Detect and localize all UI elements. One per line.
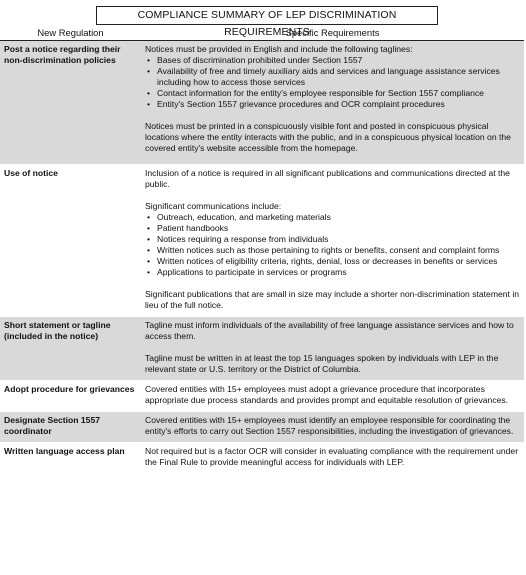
regulation-cell: Short statement or tagline (included in the notice) bbox=[0, 317, 141, 381]
regulation-cell: Written language access plan bbox=[0, 443, 141, 474]
requirement-text: Covered entities with 15+ employees must identify an employee responsible for coordinating the entity's efforts to carry out Section 1557 responsibilities, including the investigation of grievances. bbox=[145, 415, 514, 436]
table-row bbox=[0, 165, 524, 317]
list-item: • Entity's Section 1557 grievance procedures and OCR complaint procedures bbox=[145, 99, 520, 110]
table-row bbox=[0, 412, 524, 443]
regulation-cell: Adopt procedure for grievances bbox=[0, 381, 141, 412]
requirements-table bbox=[0, 26, 524, 474]
requirement-text: Significant communications include: bbox=[145, 201, 282, 211]
list-item: • Availability of free and timely auxiliary aids and services and language assistance services including how to access those services bbox=[145, 66, 520, 88]
requirement-text: Notices must be provided in English and include the following taglines: bbox=[145, 44, 413, 54]
requirements-cell bbox=[141, 165, 524, 317]
requirement-bullet-list bbox=[145, 212, 520, 278]
column-header-regulation: New Regulation bbox=[0, 26, 141, 41]
column-header-requirements: Specific Requirements bbox=[141, 26, 524, 41]
requirement-text: Not required but is a factor OCR will consider in evaluating compliance with the requirement under the Final Rule to provide meaningful access for individuals with LEP. bbox=[145, 446, 519, 467]
list-item: • Written notices such as those pertaining to rights or benefits, consent and complaint forms bbox=[145, 245, 520, 256]
table-row bbox=[0, 317, 524, 381]
table-row bbox=[0, 381, 524, 412]
requirement-text: Inclusion of a notice is required in all significant publications and communications directed at the public. bbox=[145, 168, 510, 189]
requirement-bullet-list bbox=[145, 55, 520, 110]
requirement-text: Tagline must inform individuals of the availability of free language assistance services and how to access them. bbox=[145, 320, 514, 341]
list-item: • Written notices of eligibility criteria, rights, denial, loss or decreases in benefits or services bbox=[145, 256, 520, 267]
table-row bbox=[0, 41, 524, 165]
list-item: • Outreach, education, and marketing materials bbox=[145, 212, 520, 223]
regulation-cell: Designate Section 1557 coordinator bbox=[0, 412, 141, 443]
list-item: • Patient handbooks bbox=[145, 223, 520, 234]
list-item: • Bases of discrimination prohibited under Section 1557 bbox=[145, 55, 520, 66]
requirements-cell bbox=[141, 317, 524, 381]
document-title: COMPLIANCE SUMMARY OF LEP DISCRIMINATION REQUIREMENTS bbox=[96, 6, 438, 25]
requirement-text: Tagline must be written in at least the top 15 languages spoken by individuals with LEP in the relevant state or U.S. territory or the District of Columbia. bbox=[145, 353, 499, 374]
requirement-text: Notices must be printed in a conspicuously visible font and posted in conspicuous physical locations where the entity interacts with the public, and in a conspicuous physical location on the covered entity's website accessible from the homepage. bbox=[145, 121, 511, 153]
table-row bbox=[0, 443, 524, 474]
requirements-cell bbox=[141, 443, 524, 474]
requirements-cell bbox=[141, 412, 524, 443]
requirements-cell bbox=[141, 381, 524, 412]
list-item: • Contact information for the entity's employee responsible for Section 1557 compliance bbox=[145, 88, 520, 99]
regulation-cell: Use of notice bbox=[0, 165, 141, 317]
regulation-cell: Post a notice regarding their non-discrimination policies bbox=[0, 41, 141, 165]
table-header-row bbox=[0, 26, 524, 41]
list-item: • Notices requiring a response from individuals bbox=[145, 234, 520, 245]
requirement-text: Significant publications that are small in size may include a shorter non-discrimination statement in lieu of the full notice. bbox=[145, 289, 520, 310]
list-item: • Applications to participate in services or programs bbox=[145, 267, 520, 278]
requirement-text: Covered entities with 15+ employees must adopt a grievance procedure that incorporates appropriate due process standards and provides prompt and equitable resolution of grievances. bbox=[145, 384, 509, 405]
requirements-cell bbox=[141, 41, 524, 165]
